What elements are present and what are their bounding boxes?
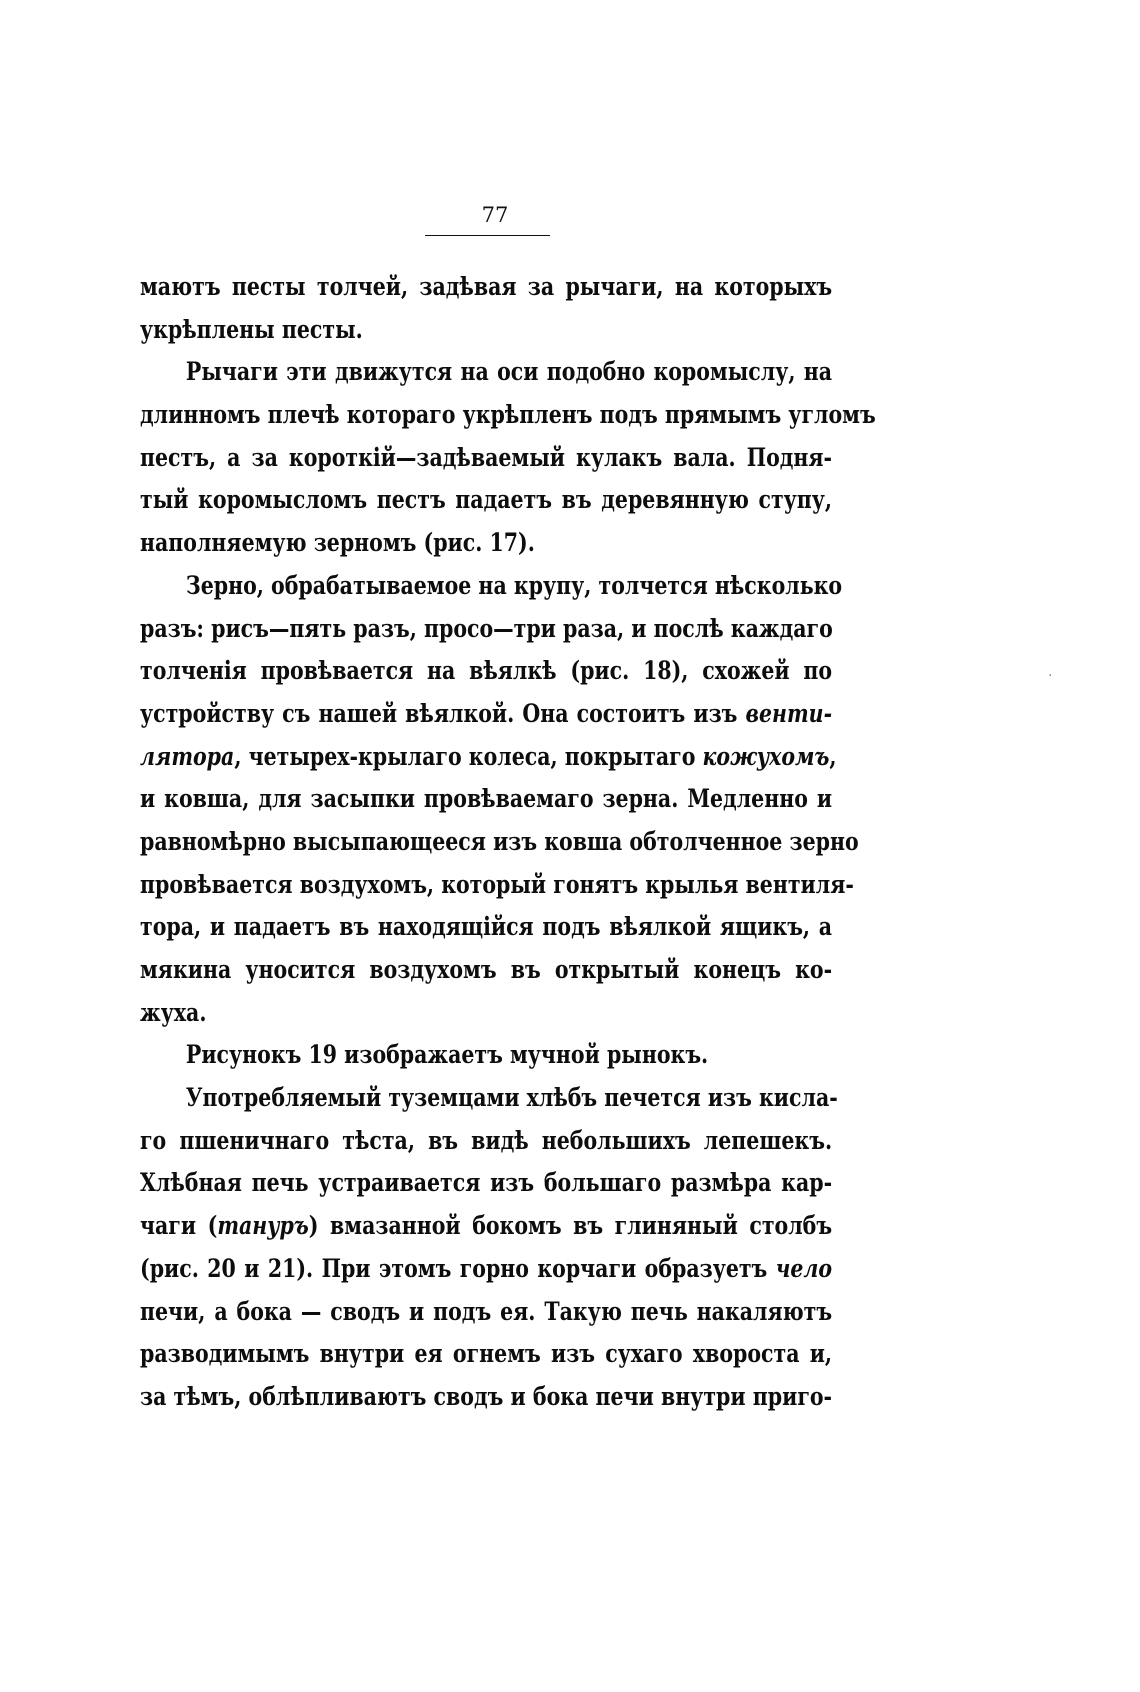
text-line: Хлѣбная печь устраивается изъ большаго размѣра кар- — [140, 1168, 833, 1198]
text-run: , четырех-крылаго колеса, покрытаго — [234, 741, 703, 771]
margin-mark: · — [1048, 668, 1053, 684]
page-number: 77 — [481, 203, 509, 227]
text-line: укрѣплены песты. — [140, 314, 363, 344]
text-run: устройству съ нашей вѣялкой. Она состоитъ изъ — [140, 698, 746, 728]
text-line: мякина уносится воздухомъ въ открытый конецъ ко- — [140, 955, 833, 984]
text-line — [140, 736, 837, 779]
text-line: жуха. — [140, 997, 207, 1027]
text-run: чаги ( — [140, 1211, 218, 1241]
italic-term: тануръ — [217, 1211, 309, 1241]
body-text — [140, 266, 876, 1419]
text-run: ) вмазанной бокомъ въ глиняный столбъ — [308, 1211, 833, 1241]
text-line: толченія провѣвается на вѣялкѣ (рис. 18), схожей по — [140, 656, 833, 686]
text-line: и ковша, для засыпки провѣваемаго зерна. Медленно и — [140, 784, 833, 814]
italic-term: кожухомъ — [702, 741, 830, 771]
text-line: Рычаги эти движутся на оси подобно коромыслу, на — [185, 357, 833, 387]
text-run: (рис. 20 и 21). При этомъ горно корчаги образуетъ — [140, 1253, 776, 1283]
text-line: за тѣмъ, облѣпливаютъ сводъ и бока печи внутри приго- — [140, 1381, 833, 1411]
text-line: го пшеничнаго тѣста, въ видѣ небольшихъ лепешекъ. — [140, 1125, 833, 1155]
text-line: тый коромысломъ пестъ падаетъ въ деревянную ступу, — [140, 485, 833, 515]
text-line — [140, 1205, 832, 1248]
italic-term: чело — [775, 1253, 833, 1283]
italic-term: ляторa — [140, 741, 235, 771]
text-line: равномѣрно высыпающееся изъ ковша обтолченное зерно — [140, 826, 859, 856]
text-line: наполняемую зерномъ (рис. 17). — [140, 528, 535, 558]
text-line: длинномъ плечѣ котораго укрѣпленъ подъ прямымъ угломъ — [140, 400, 876, 430]
italic-term: венти- — [745, 698, 833, 728]
text-line: печи, а бока — сводъ и подъ ея. Такую печь накаляютъ — [140, 1296, 833, 1326]
text-line: Употребляемый туземцами хлѣбъ печется изъ кисла- — [185, 1083, 838, 1113]
text-line: разъ: рисъ—пять разъ, просо—три раза, и послѣ каждаго — [140, 613, 833, 643]
text-line: Зерно, обрабатываемое на крупу, толчется нѣсколько — [185, 570, 843, 600]
text-line: провѣвается воздухомъ, который гонятъ крылья вентиля- — [140, 869, 854, 899]
text-run: , — [829, 741, 837, 771]
text-line — [140, 1248, 832, 1291]
text-line: пестъ, а за короткій—задѣваемый кулакъ вала. Подня- — [140, 442, 833, 472]
text-line: Рисунокъ 19 изображаетъ мучной рынокъ. — [185, 1040, 709, 1070]
text-line: тора, и падаетъ въ находящійся подъ вѣялкой ящикъ, а — [140, 912, 833, 942]
text-line: разводимымъ внутри ея огнемъ изъ сухаго хвороста и, — [140, 1339, 833, 1369]
text-line — [140, 693, 832, 736]
text-line: маютъ песты толчей, задѣвая за рычаги, на которыхъ — [140, 272, 833, 301]
page-number-rule — [425, 235, 550, 236]
